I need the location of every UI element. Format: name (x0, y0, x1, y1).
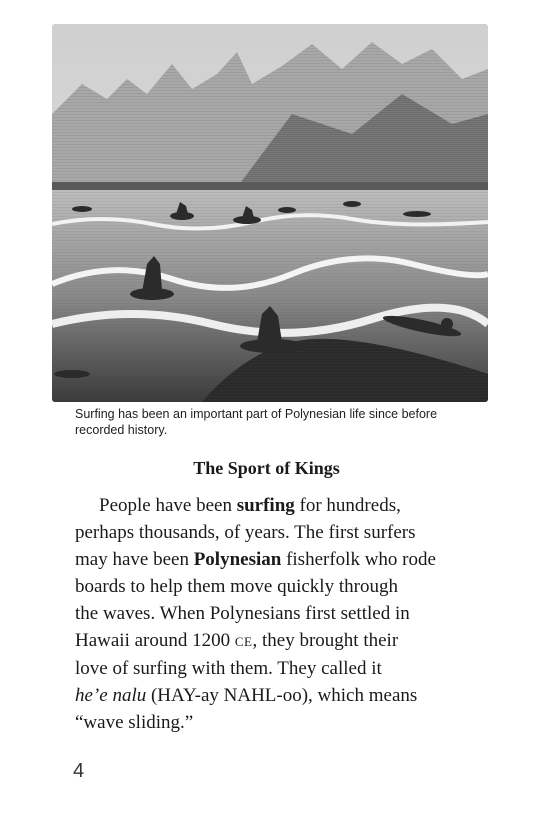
text-run: (HAY-ay NAHL-oo), which means (146, 685, 418, 706)
figure-caption (75, 406, 475, 438)
section-heading: The Sport of Kings (193, 458, 340, 478)
paragraph-line: the waves. When Polynesians first settled in (75, 603, 410, 624)
glossary-term-surfing: surfing (236, 495, 295, 516)
paragraph-line: love of surfing with them. They called it (75, 658, 382, 679)
paragraph-line (75, 492, 485, 519)
caption-line: recorded history. (75, 423, 168, 437)
paragraph-line (75, 682, 485, 709)
text-run: fisherfolk who rode (281, 549, 436, 570)
paragraph-line (75, 546, 485, 573)
glossary-term-polynesian: Polynesian (193, 549, 282, 570)
text-run: , they brought their (252, 630, 399, 651)
text-run: Hawaii around 1200 (75, 630, 235, 651)
paragraph-line: perhaps thousands, of years. The first surfers (75, 522, 416, 543)
caption-line: Surfing has been an important part of Polynesian life since before (75, 407, 438, 421)
page-number: 4 (73, 760, 85, 782)
hawaiian-term: he’e nalu (75, 685, 147, 706)
paragraph-line: boards to help them move quickly through (75, 576, 398, 597)
text-run: may have been (75, 549, 194, 570)
text-run: for hundreds, (294, 495, 401, 516)
body-paragraph (75, 492, 485, 736)
era-abbreviation: CE (234, 634, 253, 649)
paragraph-line: “wave sliding.” (75, 712, 194, 733)
surfing-engraving-illustration (52, 24, 488, 402)
paragraph-line (75, 627, 485, 655)
text-run: People have been (99, 495, 237, 516)
